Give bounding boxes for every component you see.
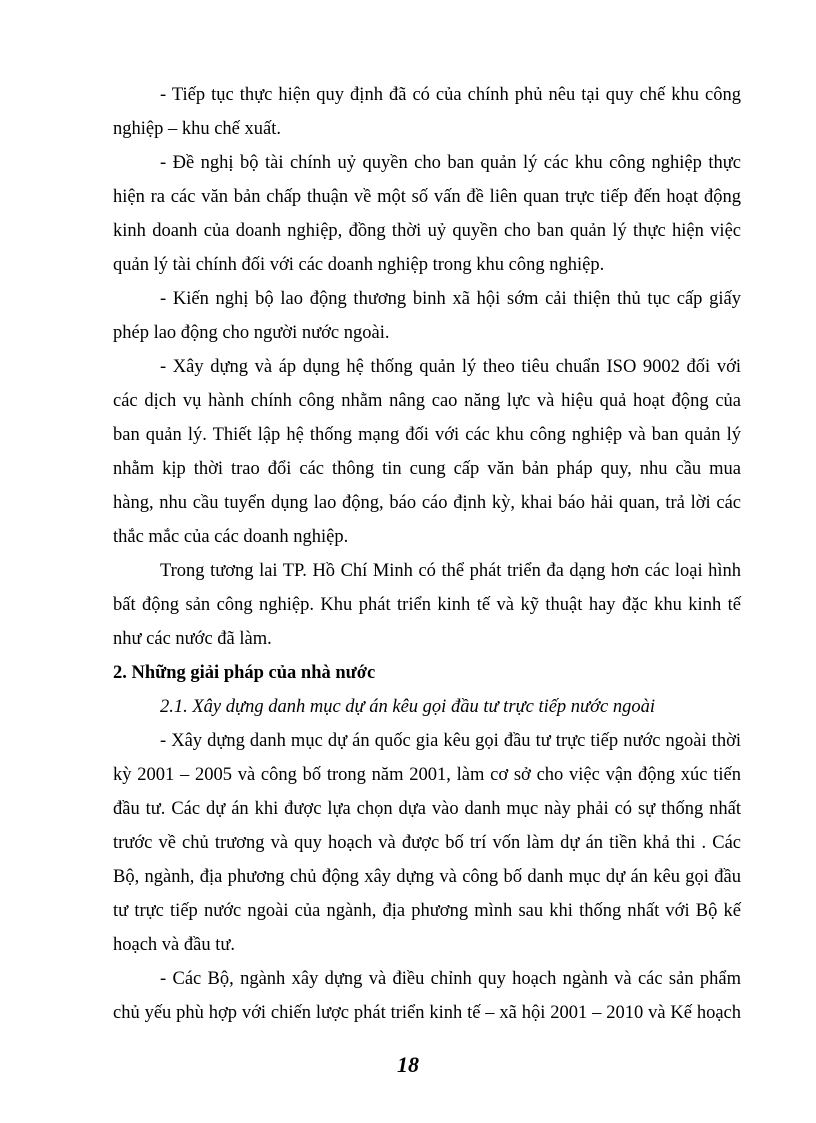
- p4-line-3: ban quản lý. Thiết lập hệ thống mạng đối với các khu công nghiệp và ban quản lý: [113, 425, 741, 445]
- p3-line-1: - Kiến nghị bộ lao động thương binh xã hội sớm cải thiện thủ tục cấp giấy: [160, 289, 741, 309]
- p5-line-3: như các nước đã làm.: [113, 629, 272, 649]
- p5-line-2: bất động sản công nghiệp. Khu phát triển kinh tế và kỹ thuật hay đặc khu kinh tế: [113, 595, 741, 615]
- p4-line-6: thắc mắc của các doanh nghiệp.: [113, 527, 349, 547]
- subsection-heading: 2.1. Xây dựng danh mục dự án kêu gọi đầu tư trực tiếp nước ngoài: [160, 697, 656, 717]
- p4-line-2: các dịch vụ hành chính công nhằm nâng cao năng lực và hiệu quả hoạt động của: [113, 391, 741, 411]
- p5-line-1: Trong tương lai TP. Hồ Chí Minh có thể phát triển đa dạng hơn các loại hình: [160, 561, 741, 581]
- p2-line-2: hiện ra các văn bản chấp thuận về một số vấn đề liên quan trực tiếp đến hoạt động: [113, 187, 741, 207]
- p2-line-1: - Đề nghị bộ tài chính uỷ quyền cho ban quản lý các khu công nghiệp thực: [160, 153, 741, 173]
- p6-line-4: trước về chủ trương và quy hoạch và được bố trí vốn làm dự án tiền khả thi . Các: [113, 833, 741, 853]
- p1-line-2: nghiệp – khu chế xuất.: [113, 119, 281, 139]
- section-heading: 2. Những giải pháp của nhà nước: [113, 663, 376, 683]
- p4-line-5: hàng, nhu cầu tuyển dụng lao động, báo cáo định kỳ, khai báo hải quan, trả lời các: [113, 493, 741, 513]
- p1-line-1: - Tiếp tục thực hiện quy định đã có của chính phủ nêu tại quy chế khu công: [160, 85, 741, 105]
- p6-line-6: tư trực tiếp nước ngoài của ngành, địa phương mình sau khi thống nhất với Bộ kế: [113, 901, 741, 921]
- p4-line-4: nhằm kịp thời trao đổi các thông tin cung cấp văn bản pháp quy, nhu cầu mua: [113, 459, 741, 479]
- p7-line-1: - Các Bộ, ngành xây dựng và điều chỉnh quy hoạch ngành và các sản phẩm: [160, 969, 741, 989]
- p6-line-5: Bộ, ngành, địa phương chủ động xây dựng và công bố danh mục dự án kêu gọi đầu: [113, 867, 741, 887]
- p6-line-7: hoạch và đầu tư.: [113, 935, 236, 955]
- p6-line-2: kỳ 2001 – 2005 và công bố trong năm 2001, làm cơ sở cho việc vận động xúc tiến: [113, 765, 741, 785]
- p6-line-1: - Xây dựng danh mục dự án quốc gia kêu gọi đầu tư trực tiếp nước ngoài thời: [160, 731, 741, 751]
- p2-line-3: kinh doanh của doanh nghiệp, đồng thời uỷ quyền cho ban quản lý thực hiện việc: [113, 221, 741, 241]
- p3-line-2: phép lao động cho người nước ngoài.: [113, 323, 390, 343]
- p2-line-4: quản lý tài chính đối với các doanh nghiệp trong khu công nghiệp.: [113, 255, 605, 275]
- p6-line-3: đầu tư. Các dự án khi được lựa chọn dựa vào danh mục này phải có sự thống nhất: [113, 799, 741, 819]
- p4-line-1: - Xây dựng và áp dụng hệ thống quản lý theo tiêu chuẩn ISO 9002 đối với: [160, 357, 741, 377]
- page-number: 18: [397, 1052, 419, 1077]
- p7-line-2: chủ yếu phù hợp với chiến lược phát triển kinh tế – xã hội 2001 – 2010 và Kế hoạch: [113, 1003, 741, 1023]
